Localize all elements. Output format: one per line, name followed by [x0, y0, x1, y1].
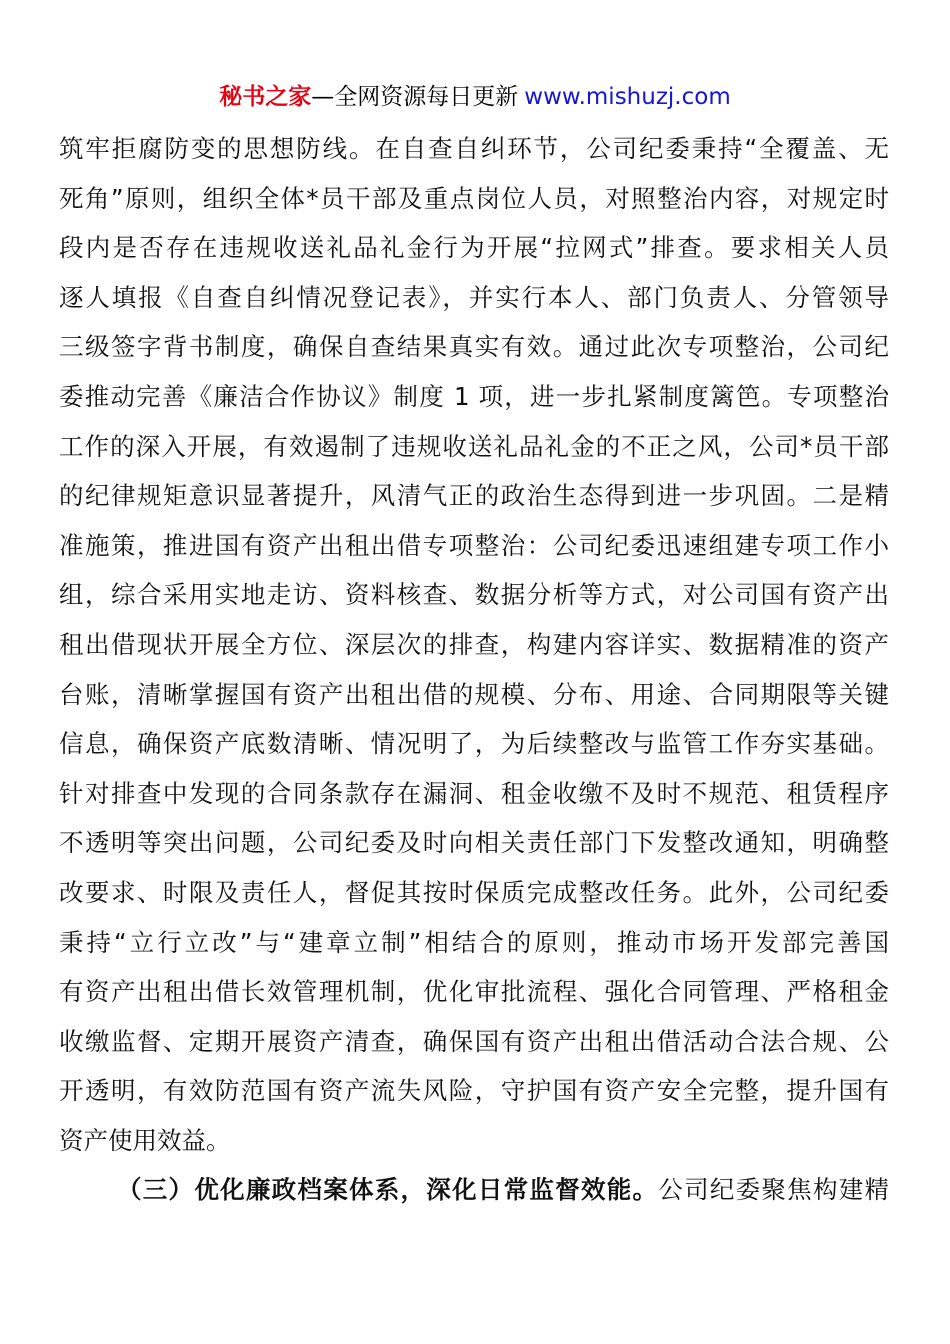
text-line: 台账，清晰掌握国有资产出租出借的规模、分布、用途、合同期限等关键 [59, 679, 889, 709]
text-line: 段内是否存在违规收送礼品礼金行为开展“拉网式”排查。要求相关人员 [59, 233, 889, 263]
text-line: 组，综合采用实地走访、资料核查、数据分析等方式，对公司国有资产出 [59, 580, 889, 610]
text-line: 逐人填报《自查自纠情况登记表》，并实行本人、部门负责人、分管领导 [59, 282, 889, 312]
text-line: 委推动完善《廉洁合作协议》制度 1 项，进一步扎紧制度篱笆。专项整治 [59, 381, 889, 411]
text-line: 筑牢拒腐防变的思想防线。在自查自纠环节，公司纪委秉持“全覆盖、无 [59, 134, 889, 163]
section-paragraph [59, 1165, 889, 1215]
text-line: 针对排查中发现的合同条款存在漏洞、租金收缴不及时不规范、租赁程序 [59, 778, 889, 808]
text-line: 收缴监督、定期开展资产清查，确保国有资产出租出借活动合法合规、公 [59, 1026, 889, 1056]
text-line: 开透明，有效防范国有资产流失风险，守护国有资产安全完整，提升国有 [59, 1076, 889, 1106]
watermark-header [0, 80, 950, 114]
text-line: 有资产出租出借长效管理机制，优化审批流程、强化合同管理、严格租金 [59, 977, 889, 1007]
text-line: 的纪律规矩意识显著提升，风清气正的政治生态得到进一步巩固。二是精 [59, 481, 889, 511]
brand-name: 秘书之家 [219, 84, 312, 110]
header-tagline: —全网资源每日更新 [311, 84, 519, 110]
text-line: 准施策，推进国有资产出租出借专项整治：公司纪委迅速组建专项工作小 [59, 530, 889, 560]
text-line: 资产使用效益。 [59, 1125, 231, 1155]
section-heading: （三）优化廉政档案体系，深化日常监督效能。 [117, 1175, 659, 1205]
text-line: 租出借现状开展全方位、深层次的排查，构建内容详实、数据精准的资产 [59, 629, 889, 659]
text-line: 工作的深入开展，有效遏制了违规收送礼品礼金的不正之风，公司*员干部 [59, 431, 889, 461]
text-line: 信息，确保资产底数清晰、情况明了，为后续整改与监管工作夯实基础。 [59, 729, 889, 759]
text-line: 死角”原则，组织全体*员干部及重点岗位人员，对照整治内容，对规定时 [59, 183, 889, 213]
site-url[interactable]: www.mishuzj.com [524, 84, 731, 110]
document-body [59, 124, 889, 1215]
text-line: 不透明等突出问题，公司纪委及时向相关责任部门下发整改通知，明确整 [59, 828, 889, 858]
text-line: 改要求、时限及责任人，督促其按时保质完成整改任务。此外，公司纪委 [59, 877, 889, 907]
section-text: 公司纪委聚焦构建精 [658, 1175, 889, 1205]
text-line: 三级签字背书制度，确保自查结果真实有效。通过此次专项整治，公司纪 [59, 332, 889, 362]
text-line: 秉持“立行立改”与“建章立制”相结合的原则，推动市场开发部完善国 [59, 927, 889, 957]
